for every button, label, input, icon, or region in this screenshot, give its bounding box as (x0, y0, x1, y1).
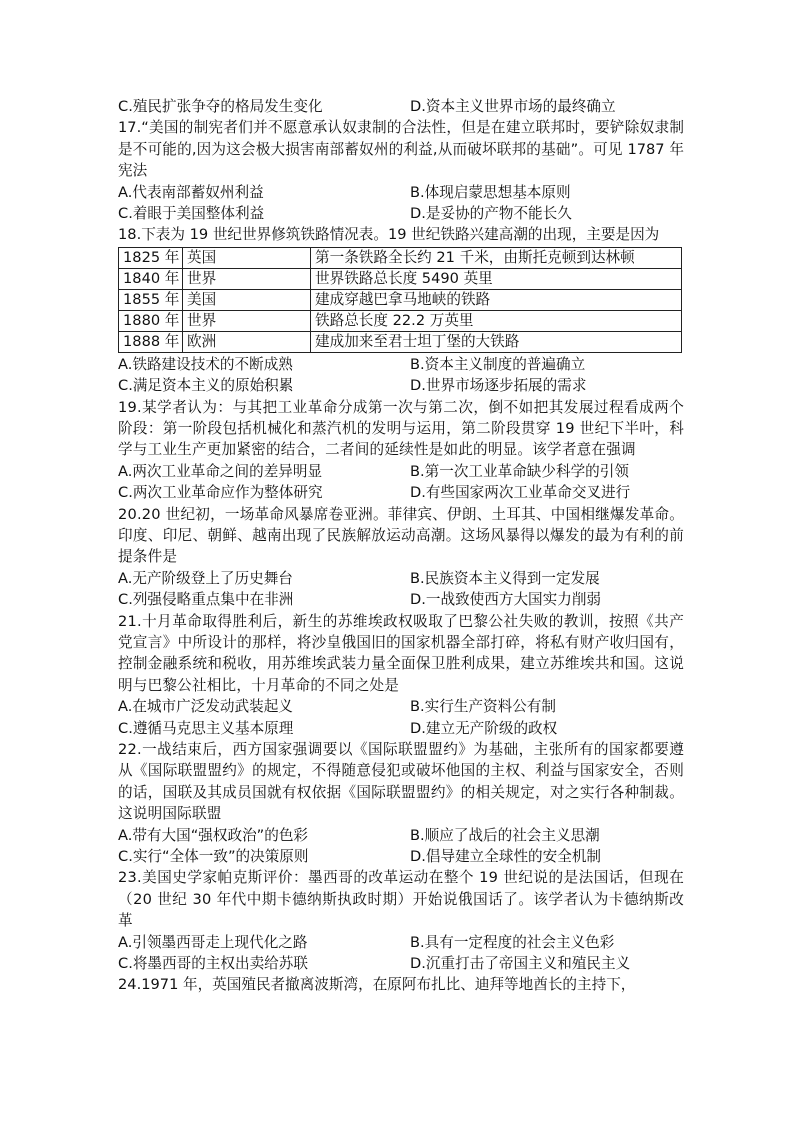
q19-options-ab (118, 461, 684, 482)
q20-stem: 20.20 世纪初，一场革命风暴席卷亚洲。菲律宾、伊朗、土耳其、中国相继爆发革命。印度、印尼、朝鲜、越南出现了民族解放运动高潮。这场风暴得以爆发的最为有利的前提条件是 (118, 505, 684, 566)
q23-stem: 23.美国史学家帕克斯评价：墨西哥的改革运动在整个 19 世纪说的是法国话，但现在（20 世纪 30 年代中期卡德纳斯执政时期）开始说俄国话了。该学者认为卡德纳斯改革 (118, 869, 684, 930)
q19-stem: 19.某学者认为：与其把工业革命分成第一次与第二次，倒不如把其发展过程看成两个阶段：第一阶段包括机械化和蒸汽机的发明与运用，第二阶段贯穿 19 世纪下半叶，科学与工业生产更加紧密的结合，二者间的延续性是如此的明显。该学者意在强调 (118, 398, 684, 459)
year-cell: 1840 年 (119, 268, 183, 289)
q23-option-d[interactable]: D.沉重打击了帝国主义和殖民主义 (410, 955, 631, 972)
q21-option-a[interactable]: A.在城市广泛发动武装起义 (118, 698, 293, 716)
q23-options-cd (118, 953, 684, 974)
year-cell: 1888 年 (119, 331, 183, 352)
q17-option-d[interactable]: D.是妥协的产物不能长久 (410, 205, 572, 222)
exam-page (118, 96, 684, 996)
q20-option-a[interactable]: A.无产阶级登上了历史舞台 (118, 569, 293, 587)
table-row (119, 310, 682, 331)
region-cell: 美国 (183, 289, 311, 310)
q20-option-b[interactable]: B.民族资本主义得到一定发展 (410, 569, 600, 587)
q22-option-d[interactable]: D.倡导建立全球性的安全机制 (410, 848, 602, 865)
q21-option-d[interactable]: D.建立无产阶级的政权 (410, 719, 558, 737)
table-row (119, 247, 682, 268)
table-row (119, 331, 682, 352)
q16-option-d[interactable]: D.资本主义世界市场的最终确立 (410, 98, 616, 115)
q17-options-cd (118, 203, 684, 224)
q22-options-ab (118, 825, 684, 846)
event-cell: 建成加来至君士坦丁堡的大铁路 (311, 331, 682, 352)
event-cell: 铁路总长度 22.2 万英里 (311, 310, 682, 331)
q23-option-c[interactable]: C.将墨西哥的主权出卖给苏联 (118, 955, 308, 972)
q23-options-ab (118, 932, 684, 953)
q20-options-ab (118, 568, 684, 589)
q19-option-d[interactable]: D.有些国家两次工业革命交叉进行 (410, 484, 631, 502)
q22-option-b[interactable]: B.顺应了战后的社会主义思潮 (410, 826, 600, 844)
event-cell: 世界铁路总长度 5490 英里 (311, 268, 682, 289)
q20-options-cd (118, 589, 684, 610)
q22-option-a[interactable]: A.带有大国“强权政治”的色彩 (118, 826, 309, 844)
q18-option-a[interactable]: A.铁路建设技术的不断成熟 (118, 355, 293, 373)
region-cell: 英国 (183, 247, 311, 268)
q17-options-ab (118, 182, 684, 203)
event-cell: 建成穿越巴拿马地峡的铁路 (311, 289, 682, 310)
railway-table (118, 247, 682, 353)
q18-option-c[interactable]: C.满足资本主义的原始积累 (118, 377, 294, 395)
q16-option-c[interactable]: C.殖民扩张争夺的格局发生变化 (118, 98, 323, 115)
q20-option-c[interactable]: C.列强侵略重点集中在非洲 (118, 591, 294, 609)
q22-option-c[interactable]: C.实行“全体一致”的决策原则 (118, 848, 309, 865)
q18-stem: 18.下表为 19 世纪世界修筑铁路情况表。19 世纪铁路兴建高潮的出现，主要是因为 (118, 226, 660, 244)
q18-options-cd (118, 375, 684, 396)
q21-stem: 21.十月革命取得胜利后，新生的苏维埃政权吸取了巴黎公社失败的教训，按照《共产党宣言》中所设计的那样，将沙皇俄国旧的国家机器全部打碎，将私有财产收归国有，控制金融系统和税收，用苏维埃武装力量全面保卫胜利成果，建立苏维埃共和国。这说明与巴黎公社相比，十月革命的不同之处是 (118, 612, 684, 694)
q23-option-b[interactable]: B.具有一定程度的社会主义色彩 (410, 933, 615, 951)
year-cell: 1880 年 (119, 310, 183, 331)
q21-option-c[interactable]: C.遵循马克思主义基本原理 (118, 719, 294, 737)
q22-stem: 22.一战结束后，西方国家强调要以《国际联盟盟约》为基础，主张所有的国家都要遵从《国际联盟盟约》的规定，不得随意侵犯或破坏他国的主权、利益与国家安全，否则的话，国联及其成员国就有权依据《国际联盟盟约》的相关规定，对之实行各种制裁。这说明国际联盟 (118, 740, 684, 823)
q19-options-cd (118, 482, 684, 503)
q19-option-a[interactable]: A.两次工业革命之间的差异明显 (118, 462, 323, 480)
q19-option-c[interactable]: C.两次工业革命应作为整体研究 (118, 484, 323, 502)
table-row (119, 289, 682, 310)
q19-option-b[interactable]: B.第一次工业革命缺少科学的引领 (410, 462, 629, 480)
region-cell: 世界 (183, 310, 311, 331)
q18-options-ab (118, 354, 684, 375)
q21-options-ab (118, 696, 684, 717)
event-cell: 第一条铁路全长约 21 千米，由斯托克顿到达林顿 (311, 247, 682, 268)
q17-stem: 17.“美国的制宪者们并不愿意承认奴隶制的合法性，但是在建立联邦时，要铲除奴隶制是不可能的,因为这会极大损害南部蓄奴州的利益,从而破坏联邦的基础”。可见 1787 年宪法 (118, 119, 684, 180)
q17-option-b[interactable]: B.体现启蒙思想基本原则 (410, 183, 571, 201)
table-row (119, 268, 682, 289)
region-cell: 欧洲 (183, 331, 311, 352)
q17-option-c[interactable]: C.着眼于美国整体利益 (118, 205, 265, 222)
q21-options-cd (118, 718, 684, 739)
q17-option-a[interactable]: A.代表南部蓄奴州利益 (118, 183, 264, 201)
q16-options-cd (118, 96, 684, 117)
q22-options-cd (118, 846, 684, 867)
region-cell: 世界 (183, 268, 311, 289)
q23-option-a[interactable]: A.引领墨西哥走上现代化之路 (118, 933, 308, 951)
q20-option-d[interactable]: D.一战致使西方大国实力削弱 (410, 591, 602, 609)
year-cell: 1855 年 (119, 289, 183, 310)
year-cell: 1825 年 (119, 247, 183, 268)
q18-option-b[interactable]: B.资本主义制度的普遍确立 (410, 355, 586, 373)
q21-option-b[interactable]: B.实行生产资料公有制 (410, 698, 556, 716)
q18-option-d[interactable]: D.世界市场逐步拓展的需求 (410, 377, 587, 395)
q24-stem: 24.1971 年，英国殖民者撤离波斯湾，在原阿布扎比、迪拜等地酋长的主持下， (118, 976, 636, 994)
